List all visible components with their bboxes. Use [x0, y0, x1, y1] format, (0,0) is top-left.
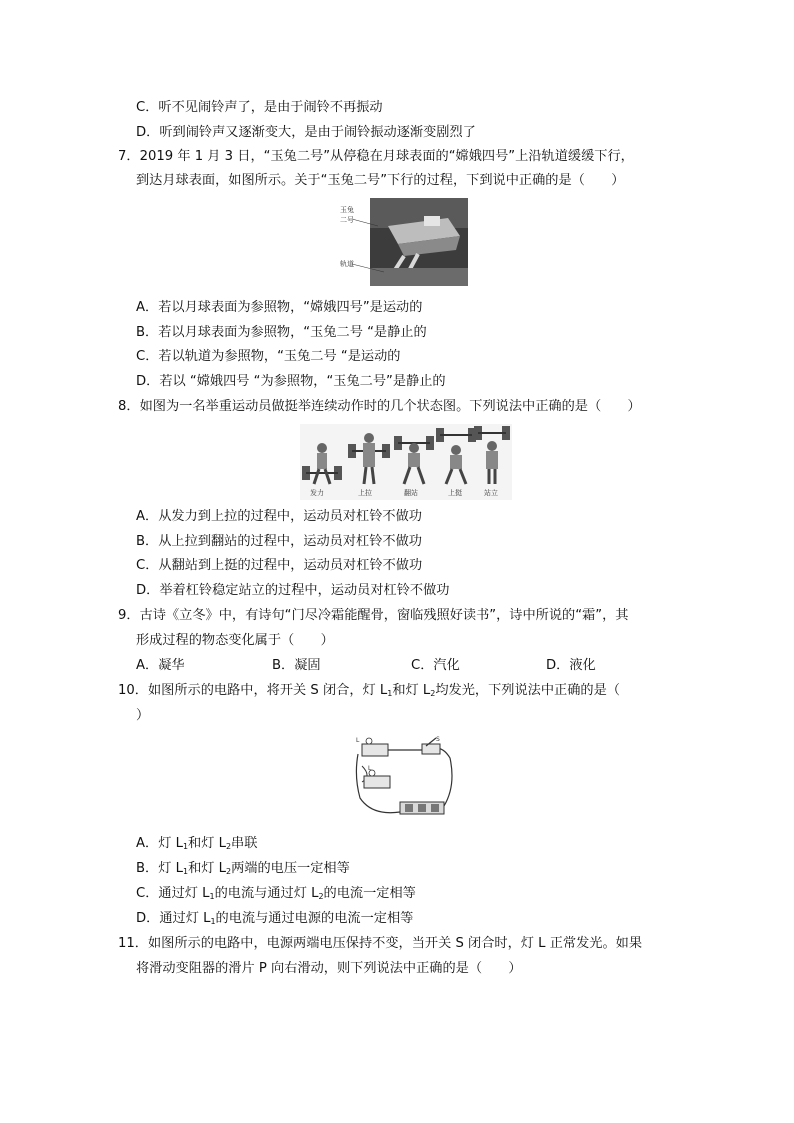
q8-label-2: 上拉	[358, 489, 372, 497]
q10-option-b: B．灯 $L_1$和灯 $L_2$两端的电压一定相等	[136, 861, 350, 876]
q7-stem-line2: 到达月球表面，如图所示。关于“玉兔二号”下行的过程，下到说中正确的是（ ）	[136, 173, 625, 188]
q9-option-a: A．凝华	[136, 658, 185, 673]
q7-label-erhao: 二号	[340, 216, 354, 224]
q9-option-b: B．凝固	[272, 658, 321, 673]
q10-stem-line2: ）	[136, 708, 150, 723]
q7-label-yutu: 玉兔	[340, 206, 354, 214]
q7-option-a: A．若以月球表面为参照物，“嫦娥四号”是运动的	[136, 300, 423, 315]
q7-option-c: C．若以轨道为参照物，“玉兔二号 “是运动的	[136, 349, 401, 364]
q10-stem-line1: 10．如图所示的电路中，将开关 S 闭合，灯 $L_1$和灯 $L_2$均发光，下列说法中正确的是（	[118, 683, 620, 698]
q8-stem-line1: 8．如图为一名举重运动员做挺举连续动作时的几个状态图。下列说法中正确的是（ ）	[118, 399, 641, 414]
q9-stem-line1: 9．古诗《立冬》中，有诗句“门尽冷霜能醒骨，窗临残照好读书”，诗中所说的“霜”，其	[118, 608, 629, 623]
q9-options	[136, 656, 656, 676]
q7-label-track: 轨道	[340, 260, 354, 268]
svg-text:L: L	[368, 765, 372, 772]
q8-weightlifter-figure	[300, 424, 512, 500]
q8-label-3: 翻站	[404, 489, 418, 497]
q6-option-c: C．听不见闹铃声了，是由于闹铃不再振动	[136, 100, 383, 115]
q10-option-a: A．灯 $L_1$和灯 $L_2$串联	[136, 836, 258, 851]
svg-text:S: S	[436, 736, 440, 743]
q7-option-d: D．若以 “嫦娥四号 “为参照物，“玉兔二号”是静止的	[136, 374, 446, 389]
q10-option-d: D．通过灯 $L_1$的电流与通过电源的电流一定相等	[136, 911, 414, 926]
q7-stem-line1: 7．2019 年 1 月 3 日，“玉兔二号”从停稳在月球表面的“嫦娥四号”上沿轨道缓缓下行，	[118, 149, 634, 164]
q7-rover-photo	[338, 196, 470, 288]
q9-option-c: C．汽化	[411, 658, 460, 673]
q9-option-d: D．液化	[546, 658, 596, 673]
q10-circuit-figure	[352, 736, 462, 818]
q8-option-a: A．从发力到上拉的过程中，运动员对杠铃不做功	[136, 509, 422, 524]
q8-label-4: 上挺	[448, 489, 462, 497]
q8-option-d: D．举着杠铃稳定站立的过程中，运动员对杠铃不做功	[136, 583, 450, 598]
q9-stem-line2: 形成过程的物态变化属于（ ）	[136, 633, 334, 648]
svg-text:L: L	[356, 737, 360, 744]
q8-label-1: 发力	[310, 489, 324, 497]
q11-stem-line2: 将滑动变阻器的滑片 P 向右滑动，则下列说法中正确的是（ ）	[136, 961, 522, 976]
q6-option-d: D．听到闹铃声又逐渐变大，是由于闹铃振动逐渐变剧烈了	[136, 125, 476, 140]
q11-stem-line1: 11．如图所示的电路中，电源两端电压保持不变，当开关 S 闭合时，灯 L 正常发光。如果	[118, 936, 643, 951]
q8-option-b: B．从上拉到翻站的过程中，运动员对杠铃不做功	[136, 534, 422, 549]
q8-option-c: C．从翻站到上挺的过程中，运动员对杠铃不做功	[136, 558, 423, 573]
q7-option-b: B．若以月球表面为参照物，“玉兔二号 “是静止的	[136, 325, 427, 340]
q10-option-c: C．通过灯 $L_1$的电流与通过灯 $L_2$的电流一定相等	[136, 886, 416, 901]
q8-label-5: 站立	[484, 489, 498, 497]
